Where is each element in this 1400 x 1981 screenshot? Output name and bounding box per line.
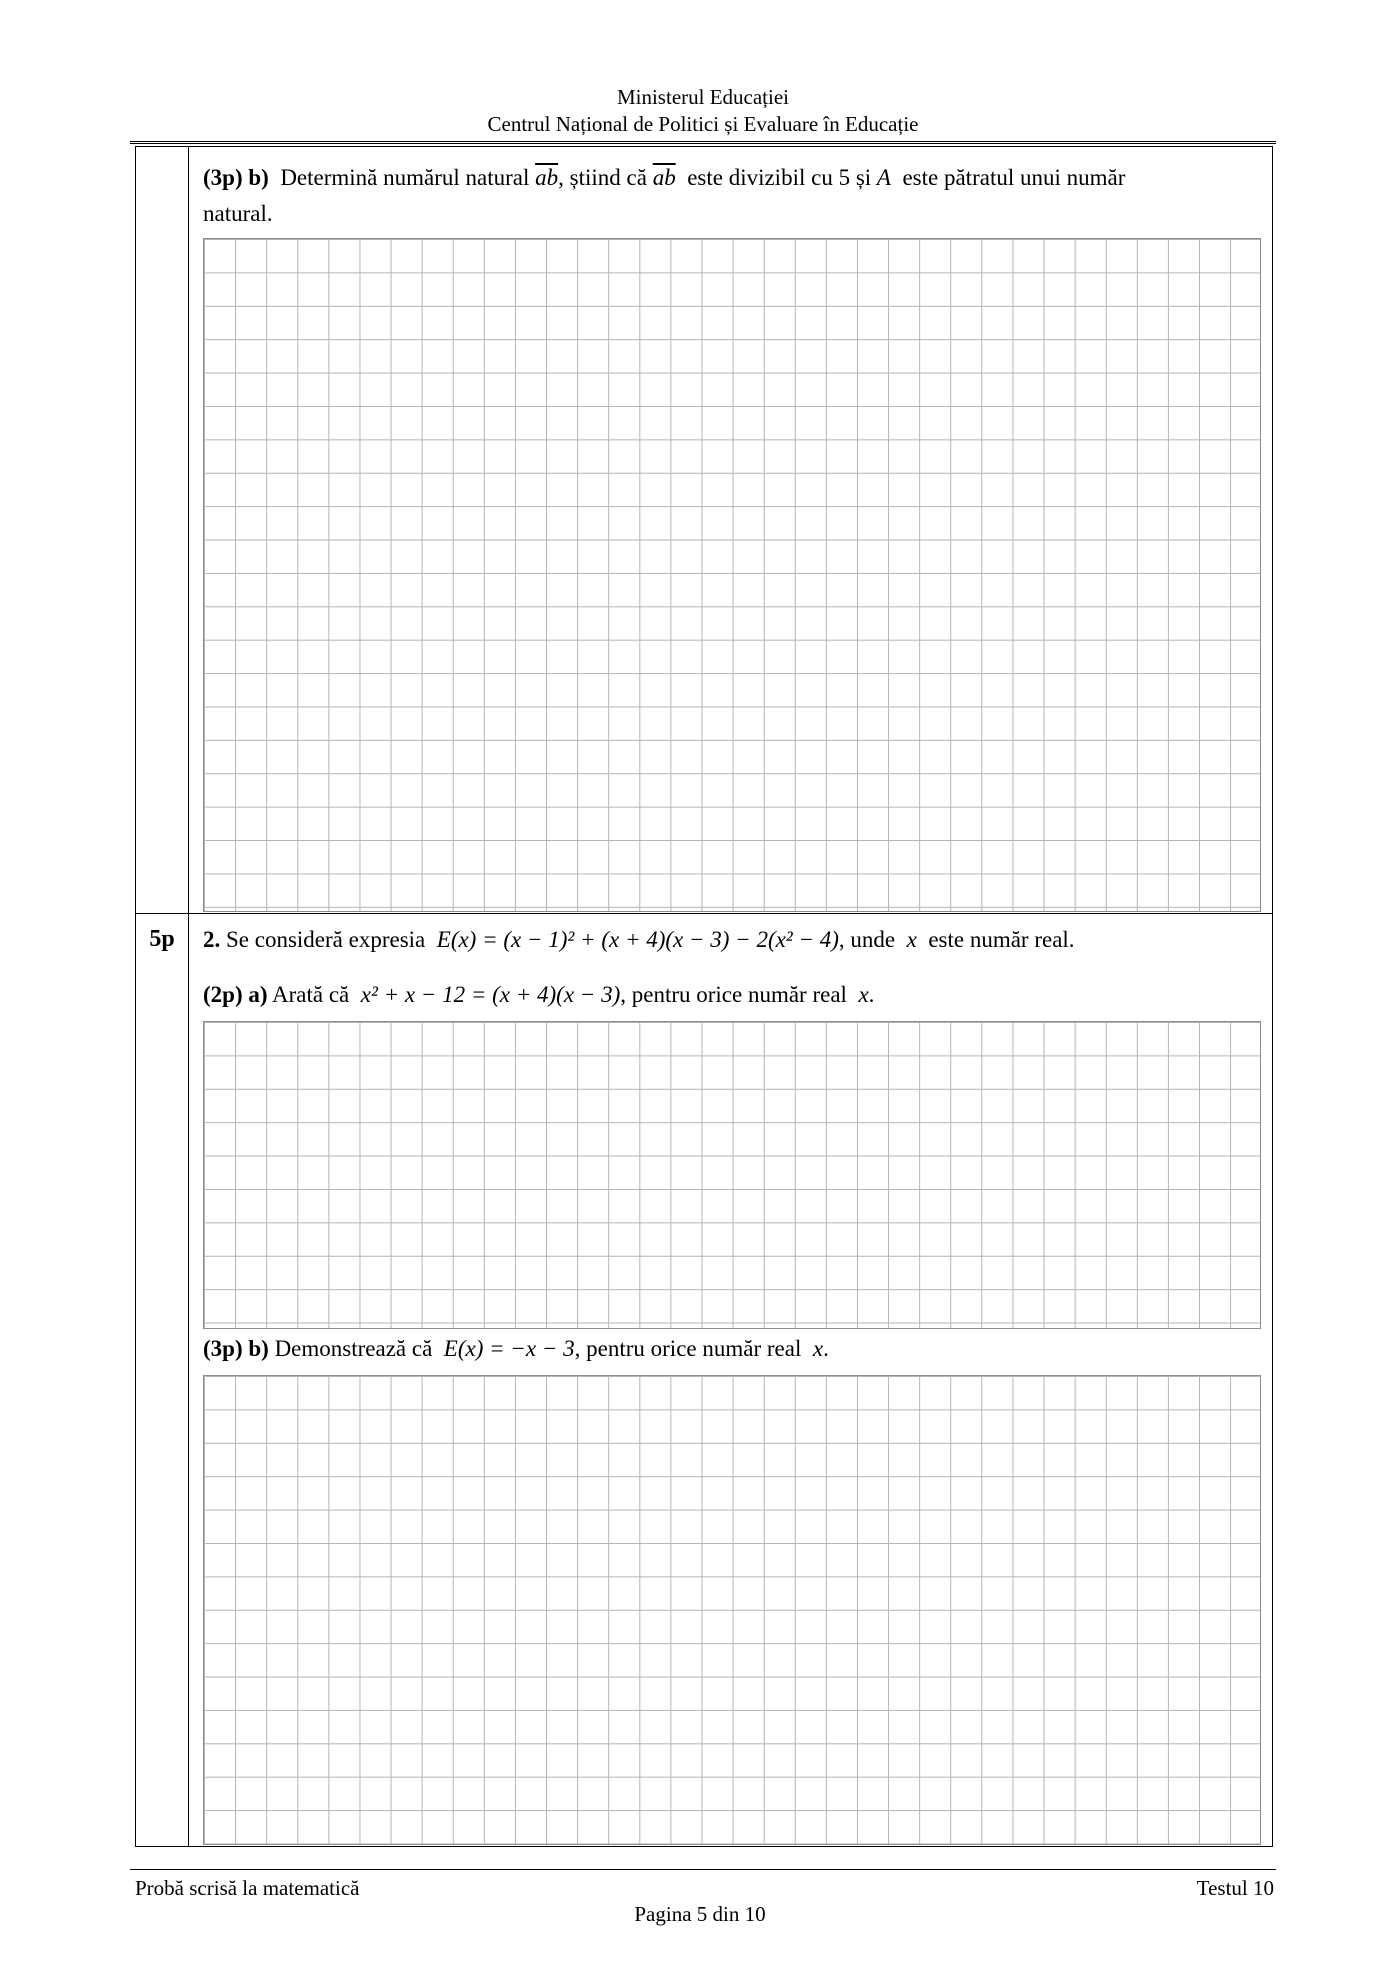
item2-expression: E(x) = (x − 1)² + (x + 4)(x − 3) − 2(x² − 4): [436, 927, 839, 952]
item1b-text1: Determină numărul natural: [280, 165, 530, 190]
header-center: Centrul Național de Politici și Evaluare în Educație: [487, 112, 919, 136]
header-ministry: Ministerul Educației: [616, 85, 790, 109]
footer-test-number: Testul 10: [1196, 1876, 1274, 1900]
var-x: x: [906, 927, 917, 952]
item1b-label: (3p) b): [203, 165, 269, 190]
page-header: [130, 84, 1276, 138]
var-A: A: [876, 165, 891, 190]
footer-rule: [130, 1869, 1276, 1870]
item2b-period: .: [823, 1336, 829, 1361]
points-column-divider: [188, 146, 189, 1847]
answer-grid-1b[interactable]: [203, 238, 1261, 912]
answer-grid-2b[interactable]: [203, 1375, 1261, 1845]
var-x-2a: x: [858, 982, 869, 1007]
item2a-text2: , pentru orice număr real: [620, 982, 847, 1007]
item2-tail: , unde: [838, 927, 896, 952]
header-rule: [130, 141, 1276, 144]
item1b-text2: , știind că: [558, 165, 647, 190]
item1b-question: [203, 160, 1125, 196]
item2a-identity: x² + x − 12 = (x + 4)(x − 3): [360, 982, 621, 1007]
ab-overline: $\overline{ab}$: [535, 165, 559, 190]
item-divider: [135, 913, 1273, 914]
item2b-text2: , pentru orice număr real: [574, 1336, 802, 1361]
item1b-question-line2: natural.: [203, 201, 273, 226]
item2b-question: [203, 1331, 829, 1367]
item2a-label: (2p) a): [203, 982, 268, 1007]
footer-subject: Probă scrisă la matematică: [135, 1876, 360, 1900]
item2-number: 2.: [203, 927, 221, 952]
item2-intro: Se consideră expresia: [226, 927, 426, 952]
item2b-identity: E(x) = −x − 3: [443, 1336, 575, 1361]
item2a-question: [203, 977, 874, 1013]
var-x-2b: x: [812, 1336, 824, 1361]
footer-page-number: Pagina 5 din 10: [634, 1902, 766, 1926]
item1b-text4: este pătratul unui număr: [902, 165, 1126, 190]
answer-grid-2a[interactable]: [203, 1021, 1261, 1329]
item1b-text3: este divizibil cu 5 și: [687, 165, 872, 190]
item2a-text1: Arată că: [272, 982, 350, 1007]
item2b-text1: Demonstrează că: [274, 1336, 433, 1361]
item2b-label: (3p) b): [203, 1336, 269, 1361]
item2-tail2: este număr real.: [928, 927, 1075, 952]
item2-statement: [203, 922, 1075, 958]
item2a-period: .: [868, 982, 875, 1007]
item2-points: 5p: [149, 926, 175, 952]
ab-overline-2: $\overline{ab}$: [652, 165, 676, 190]
